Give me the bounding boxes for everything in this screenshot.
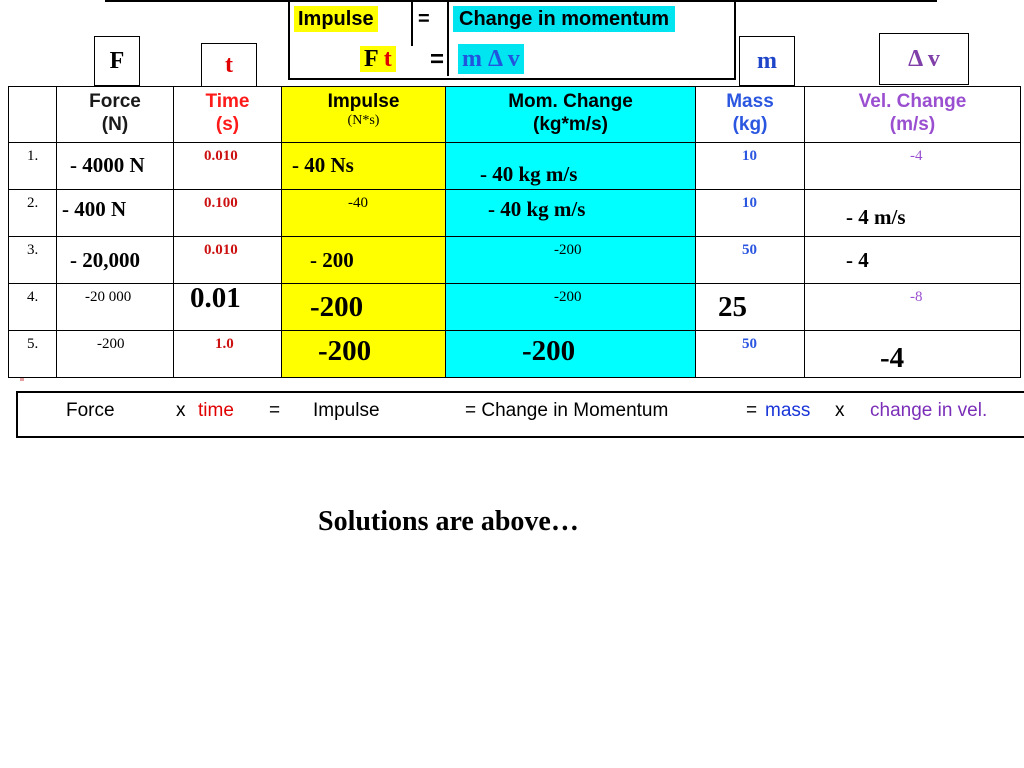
answer-r4-mass: 25: [718, 291, 747, 323]
equation-impulse-label: Impulse: [294, 6, 378, 32]
stray-mark: [20, 378, 24, 381]
cell-mass: [696, 284, 805, 331]
table-row: [9, 284, 1021, 331]
answer-r5-mom: -200: [522, 335, 576, 367]
equation-ft: [360, 46, 396, 72]
cell-force: -200: [57, 331, 174, 378]
cell-mass: 10: [696, 143, 805, 190]
cell-mass: 10: [696, 190, 805, 237]
cell-mass: 50: [696, 237, 805, 284]
table-row: [9, 331, 1021, 378]
answer-r1-force: - 4000 N: [70, 153, 145, 177]
row-num: 1.: [9, 143, 57, 190]
cell-mom-change: -200: [446, 284, 696, 331]
header-mom-change: Mom. Change (kg*m/s): [446, 87, 696, 143]
cell-mom-change: -200: [446, 237, 696, 284]
answer-r1-impulse: - 40 Ns: [292, 153, 354, 177]
answer-r2-force: - 400 N: [62, 197, 127, 221]
cell-impulse: [282, 284, 446, 331]
variable-t-box: t: [201, 43, 257, 87]
formula-force: Force: [66, 400, 115, 421]
cell-vel-change: -4: [805, 143, 1021, 190]
formula-impulse: Impulse: [313, 400, 380, 421]
formula-box: [16, 391, 1024, 438]
header-vel-change: Vel. Change (m/s): [805, 87, 1021, 143]
cell-mass: 50: [696, 331, 805, 378]
formula-mass: mass: [765, 400, 811, 421]
equation-m-delta-v: m Δ v: [458, 44, 524, 74]
variable-F-box: F: [94, 36, 140, 86]
row-num: 3.: [9, 237, 57, 284]
formula-equals-1: =: [269, 400, 281, 421]
answer-r4-time: 0.01: [190, 282, 241, 314]
answer-r2-vel: - 4 m/s: [846, 205, 906, 229]
formula-vel-change: change in vel.: [870, 400, 988, 421]
cell-time: 0.010: [174, 237, 282, 284]
header-mass: Mass (kg): [696, 87, 805, 143]
formula-equals-3: =: [746, 400, 758, 421]
cell-impulse: [282, 237, 446, 284]
equation-t: t: [383, 46, 392, 72]
answer-r5-vel: -4: [880, 342, 905, 374]
formula-time: time: [198, 400, 234, 421]
cell-vel-change: [805, 331, 1021, 378]
row-num: 4.: [9, 284, 57, 331]
equation-f: F: [364, 46, 378, 72]
header-row: [9, 87, 1021, 143]
cell-vel-change: [805, 237, 1021, 284]
header-force: Force (N): [57, 87, 174, 143]
row-num: 2.: [9, 190, 57, 237]
solutions-note: Solutions are above…: [318, 506, 579, 537]
answer-r3-force: - 20,000: [70, 248, 140, 272]
answer-r1-mom: - 40 kg m/s: [480, 162, 578, 186]
cell-vel-change: -8: [805, 284, 1021, 331]
formula-times-1: x: [176, 400, 186, 421]
header-num: [9, 87, 57, 143]
cell-time: 0.010: [174, 143, 282, 190]
impulse-table: [8, 86, 1021, 378]
equation-equals-mid: =: [430, 46, 445, 73]
cell-impulse: -40: [282, 190, 446, 237]
answer-r3-impulse: - 200: [310, 248, 354, 272]
variable-delta-v-box: Δ v: [879, 33, 969, 85]
answer-r3-vel: - 4: [846, 248, 869, 272]
row-num: 5.: [9, 331, 57, 378]
equation-change-label: Change in momentum: [453, 6, 675, 32]
formula-times-2: x: [835, 400, 845, 421]
answer-r4-impulse: -200: [310, 291, 364, 323]
formula-change-momentum: = Change in Momentum: [465, 400, 669, 421]
cell-force: -20 000: [57, 284, 174, 331]
equation-equals-top: =: [418, 8, 430, 30]
cell-time: 0.100: [174, 190, 282, 237]
answer-r5-impulse: -200: [318, 335, 372, 367]
cell-time: 1.0: [174, 331, 282, 378]
answer-r2-mom: - 40 kg m/s: [488, 197, 586, 221]
header-time: Time (s): [174, 87, 282, 143]
variable-m-box: m: [739, 36, 795, 86]
header-impulse: Impulse (N*s): [282, 87, 446, 143]
equation-divider: [411, 2, 413, 46]
cell-vel-change: [805, 190, 1021, 237]
